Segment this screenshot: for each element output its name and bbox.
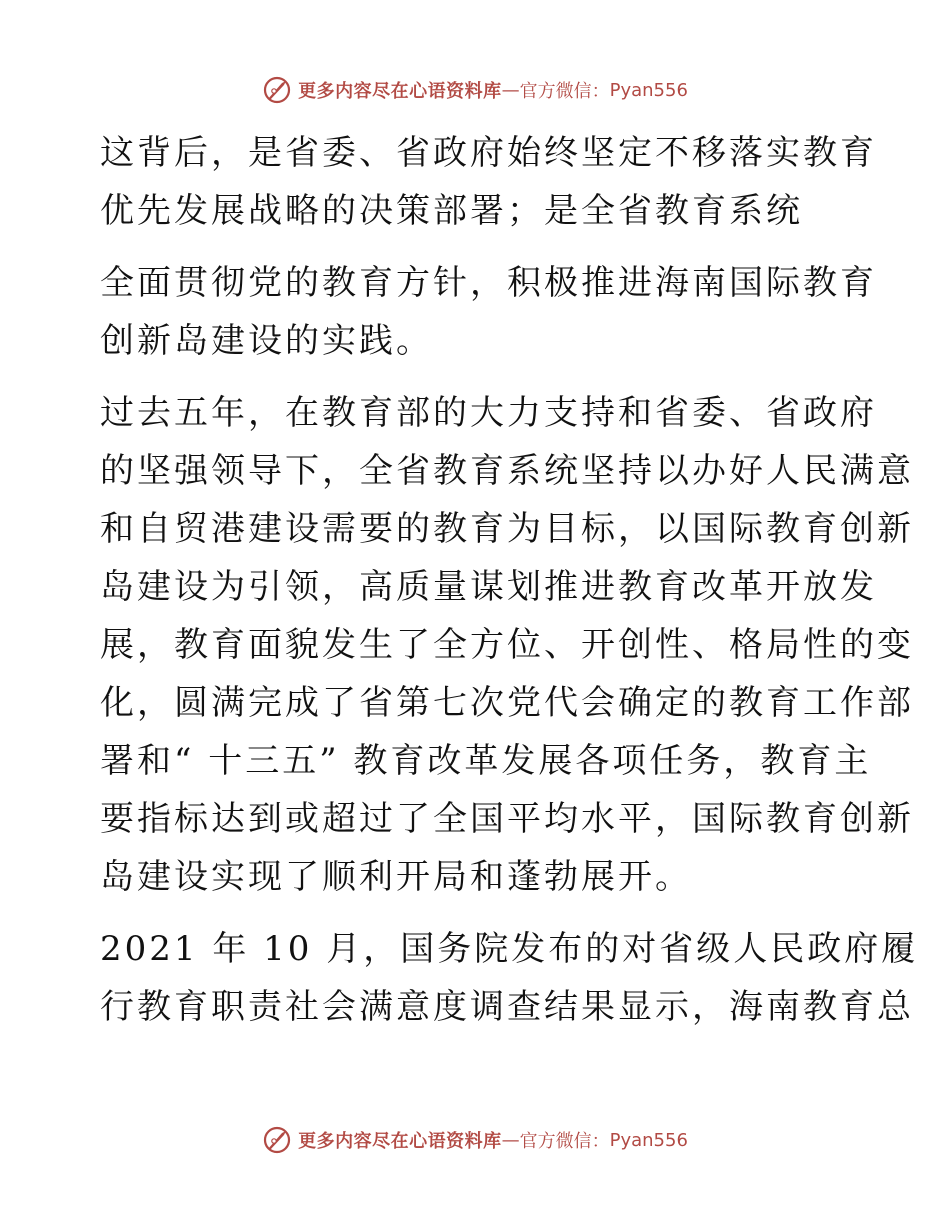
quill-pen-logo-icon [262, 75, 292, 105]
text-line: 岛建设为引领，高质量谋划推进教育改革开放发 [100, 567, 877, 607]
text-line: 要指标达到或超过了全国平均水平，国际教育创新 [100, 799, 914, 839]
header-separator: — [501, 79, 520, 101]
text-line: 署和“ 十三五” 教育改革发展各项任务，教育主 [100, 741, 872, 781]
header-banner [0, 70, 950, 110]
text-line: 岛建设实现了顺利开局和蓬勃展开。 [100, 857, 692, 897]
footer-contact-label: 官方微信： [519, 1131, 610, 1152]
header-contact-value: Pyan556 [609, 79, 688, 101]
text-line: 过去五年，在教育部的大力支持和省委、省政府 [100, 393, 877, 433]
text-line: 行教育职责社会满意度调查结果显示，海南教育总 [100, 987, 914, 1027]
text-line: 这背后，是省委、省政府始终坚定不移落实教育 [100, 133, 877, 173]
text-line: 化，圆满完成了省第七次党代会确定的教育工作部 [100, 683, 914, 723]
text-line: 优先发展战略的决策部署；是全省教育系统 [100, 191, 803, 231]
text-line: 和自贸港建设需要的教育为目标，以国际教育创新 [100, 509, 914, 549]
paragraph [100, 920, 919, 1036]
text-line: 的坚强领导下，全省教育系统坚持以办好人民满意 [100, 451, 914, 491]
paragraph [100, 384, 914, 906]
footer-separator: — [501, 1129, 520, 1151]
text-line: 全面贯彻党的教育方针，积极推进海南国际教育 [100, 263, 877, 303]
header-contact-label: 官方微信： [519, 81, 610, 102]
text-line: 2021 年 10 月，国务院发布的对省级人民政府履 [100, 929, 919, 969]
footer-brand-text: 更多内容尽在心语资料库 [298, 1131, 502, 1152]
document-body [100, 124, 919, 1050]
text-line: 创新岛建设的实践。 [100, 321, 433, 361]
paragraph [100, 254, 877, 370]
quill-pen-logo-icon [262, 1125, 292, 1155]
footer-contact-value: Pyan556 [609, 1129, 688, 1151]
paragraph [100, 124, 877, 240]
footer-banner [0, 1120, 950, 1160]
header-brand-text: 更多内容尽在心语资料库 [298, 81, 502, 102]
text-line: 展，教育面貌发生了全方位、开创性、格局性的变 [100, 625, 914, 665]
